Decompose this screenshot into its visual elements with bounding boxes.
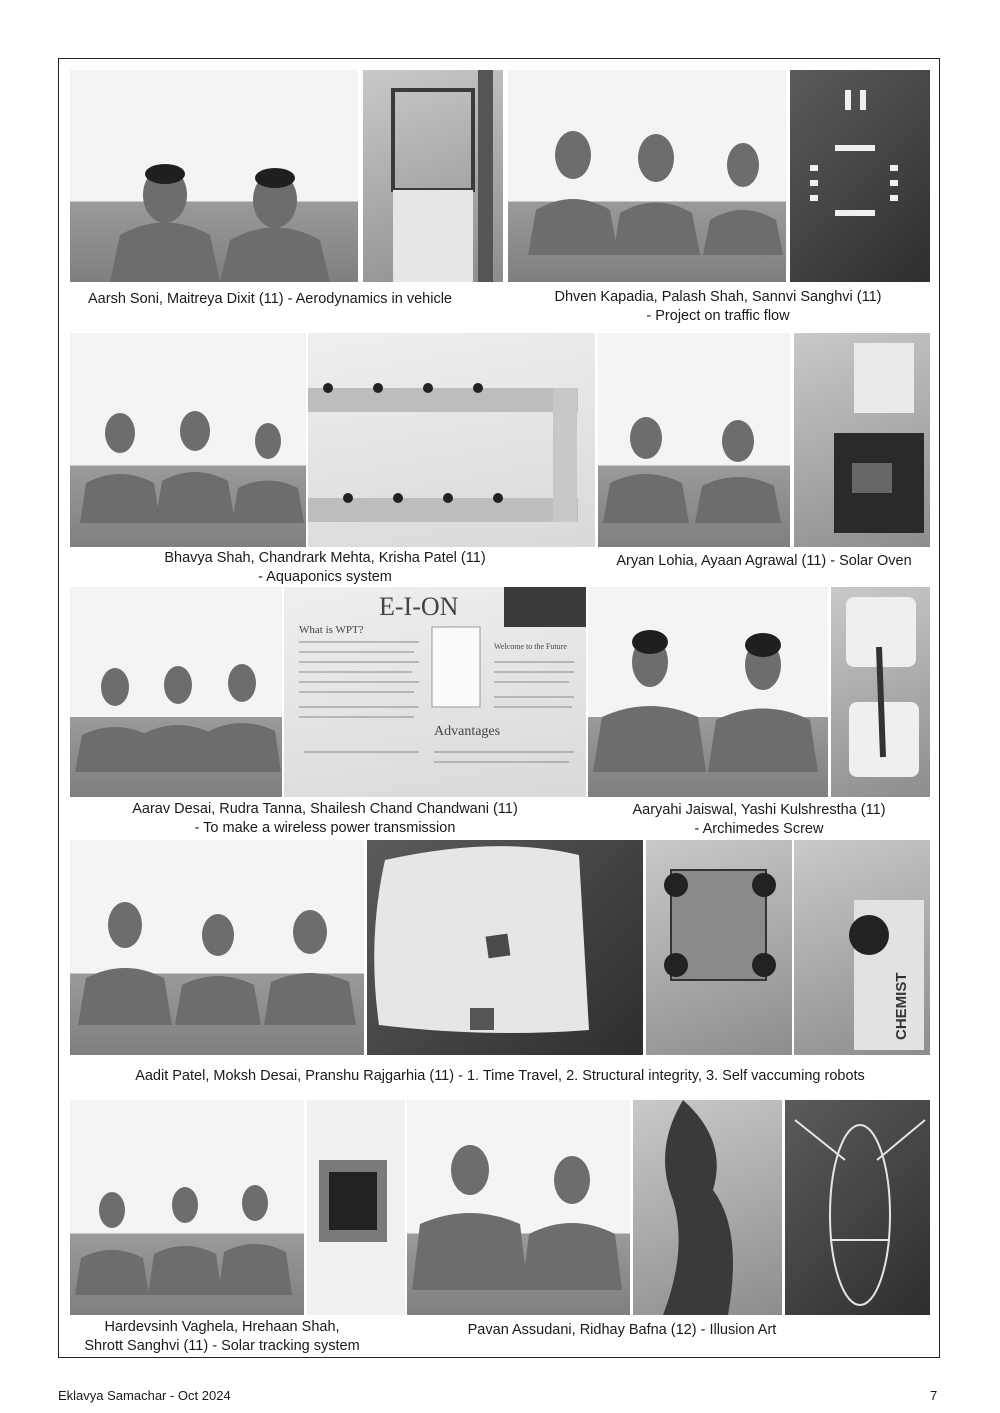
photo-traffic-model <box>790 70 930 282</box>
photo-solar-panel <box>307 1100 405 1315</box>
photo-vacuum-robot <box>646 840 792 1055</box>
poster-heading-wpt: What is WPT? <box>299 624 364 636</box>
photo-illusion-art-2 <box>785 1100 930 1315</box>
caption-aquaponics-project: - Aquaponics system <box>258 569 392 585</box>
photo-wpt-poster <box>284 587 586 797</box>
chemist-box-label: CHEMIST <box>893 972 910 1040</box>
caption-aquaponics-names: Bhavya Shah, Chandrark Mehta, Krisha Patel (11) <box>164 550 486 566</box>
photo-structural-model <box>367 840 643 1055</box>
photo-students-aerodynamics <box>70 70 358 282</box>
footer-publication: Eklavya Samachar - Oct 2024 <box>58 1388 231 1403</box>
photo-students-archimedes <box>588 587 828 797</box>
footer-page-number: 7 <box>930 1388 938 1403</box>
poster-heading-welcome: Welcome to the Future <box>494 642 567 651</box>
photo-wind-tunnel <box>363 70 503 282</box>
caption-solar-tracking-project: Shrott Sanghvi (11) - Solar tracking system <box>84 1338 360 1354</box>
caption-archimedes-names: Aaryahi Jaiswal, Yashi Kulshrestha (11) <box>632 802 886 818</box>
photo-students-time-travel <box>70 840 364 1055</box>
photo-students-wpt <box>70 587 282 797</box>
photo-students-solar-tracking <box>70 1100 304 1315</box>
caption-solar-tracking-names: Hardevsinh Vaghela, Hrehaan Shah, <box>104 1319 340 1335</box>
photo-students-solar-oven <box>598 333 790 547</box>
poster-title: E-I-ON <box>379 592 459 621</box>
caption-wpt-project: - To make a wireless power transmission <box>194 820 456 836</box>
photo-archimedes-screw <box>831 587 930 797</box>
caption-traffic-project: - Project on traffic flow <box>646 308 790 324</box>
caption-wpt-names: Aarav Desai, Rudra Tanna, Shailesh Chand Chandwani (11) <box>132 801 518 817</box>
photo-students-illusion-art <box>407 1100 630 1315</box>
caption-structural-robots: Aadit Patel, Moksh Desai, Pranshu Rajgarhia (11) - 1. Time Travel, 2. Structural integrity, 3. Self vaccuming robots <box>135 1068 865 1084</box>
photo-students-aquaponics <box>70 333 306 547</box>
photo-illusion-art-1 <box>633 1100 782 1315</box>
photo-aquaponics-pipes <box>308 333 595 547</box>
caption-archimedes-project: - Archimedes Screw <box>694 821 824 837</box>
poster-heading-advantages: Advantages <box>434 724 501 739</box>
photo-solar-oven <box>794 333 930 547</box>
photo-chemist-box <box>794 840 930 1055</box>
caption-solar-oven: Aryan Lohia, Ayaan Agrawal (11) - Solar Oven <box>616 553 912 569</box>
photo-students-traffic <box>508 70 786 282</box>
caption-traffic-names: Dhven Kapadia, Palash Shah, Sannvi Sanghvi (11) <box>554 289 882 305</box>
caption-illusion-art: Pavan Assudani, Ridhay Bafna (12) - Illusion Art <box>467 1322 777 1338</box>
caption-aerodynamics: Aarsh Soni, Maitreya Dixit (11) - Aerodynamics in vehicle <box>88 291 452 307</box>
